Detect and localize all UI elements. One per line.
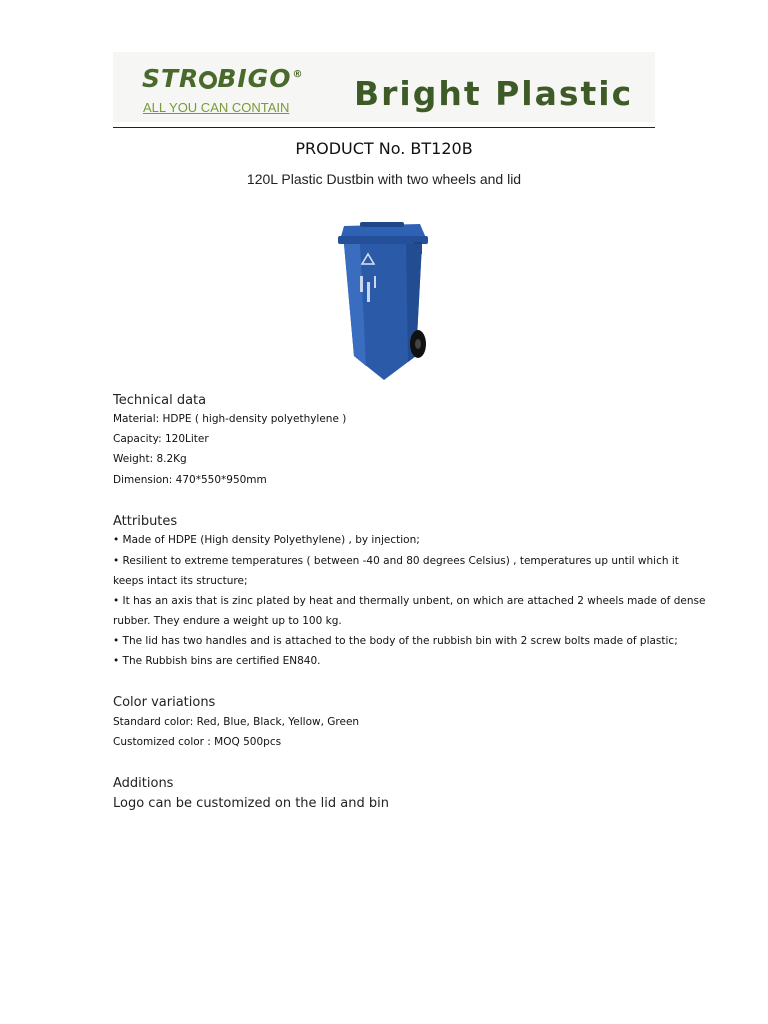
additions-text: Logo can be customized on the lid and bin bbox=[113, 796, 389, 811]
product-description: 120L Plastic Dustbin with two wheels and lid bbox=[246, 171, 522, 187]
color-line: Standard color: Red, Blue, Black, Yellow, Green bbox=[113, 716, 360, 728]
logo-o-ring-icon bbox=[199, 71, 217, 89]
attribute-line: rubber. They endure a weight up to 100 kg. bbox=[113, 615, 342, 627]
additions-heading: Additions bbox=[113, 776, 174, 791]
technical-data-heading: Technical data bbox=[113, 393, 207, 408]
attributes-heading: Attributes bbox=[113, 514, 178, 529]
attribute-line: • Resilient to extreme temperatures ( between -40 and 80 degrees Celsius) , temperatures up until which it bbox=[113, 555, 679, 567]
technical-line: Dimension: 470*550*950mm bbox=[113, 474, 267, 486]
attribute-line: • It has an axis that is zinc plated by heat and thermally unbent, on which are attached 2 wheels made of dense bbox=[113, 595, 706, 607]
brand-name: Bright Plastic bbox=[354, 74, 634, 113]
color-line: Customized color : MOQ 500pcs bbox=[113, 736, 282, 748]
technical-line: Capacity: 120Liter bbox=[113, 433, 209, 445]
attribute-line: • The Rubbish bins are certified EN840. bbox=[113, 655, 321, 667]
registered-mark: ® bbox=[292, 69, 304, 80]
logo-text-right: BIGO bbox=[217, 64, 292, 93]
strobigo-logo bbox=[142, 64, 302, 93]
technical-line: Material: HDPE ( high-density polyethylene ) bbox=[113, 413, 347, 425]
logo-text-left: STR bbox=[142, 64, 200, 93]
blue-wheelie-bin-icon bbox=[322, 216, 446, 386]
color-variations-heading: Color variations bbox=[113, 695, 216, 710]
header-divider bbox=[113, 127, 655, 128]
logo-tagline: ALL YOU CAN CONTAIN bbox=[143, 100, 290, 115]
technical-line: Weight: 8.2Kg bbox=[113, 453, 187, 465]
attribute-line: • The lid has two handles and is attached to the body of the rubbish bin with 2 screw bolts made of plastic; bbox=[113, 635, 678, 647]
attribute-line: keeps intact its structure; bbox=[113, 575, 248, 587]
product-number: PRODUCT No. BT120B bbox=[295, 139, 473, 158]
attribute-line: • Made of HDPE (High density Polyethylene) , by injection; bbox=[113, 534, 420, 546]
